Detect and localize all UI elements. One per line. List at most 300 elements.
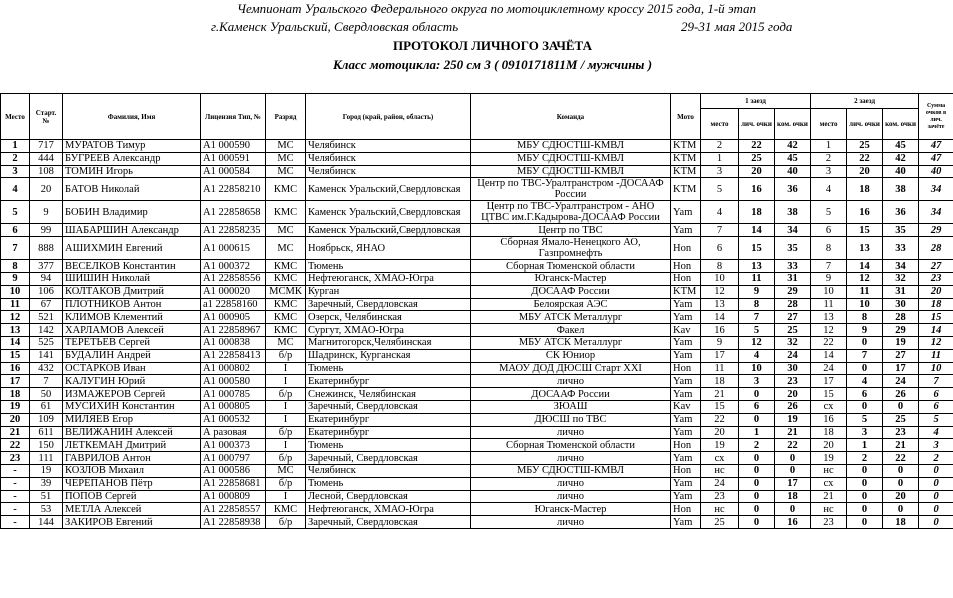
place-cell: - (1, 516, 30, 529)
race2-team-points-cell: 32 (883, 272, 919, 285)
total-points-cell: 11 (919, 349, 953, 362)
race2-place-cell: 2 (811, 152, 847, 165)
place-cell: 9 (1, 272, 30, 285)
race1-personal-points-cell: 0 (739, 388, 775, 401)
race2-personal-points-cell: 14 (847, 260, 883, 273)
moto-cell: KTM (671, 140, 701, 153)
table-row (1, 152, 953, 165)
race1-personal-points-cell: 22 (739, 140, 775, 153)
rank-cell: МС (266, 464, 306, 477)
col-race1: 1 заезд (701, 94, 811, 109)
race1-place-cell: 22 (701, 413, 739, 426)
place-cell: 11 (1, 298, 30, 311)
race2-team-points-cell: 36 (883, 201, 919, 224)
race1-place-cell: 12 (701, 285, 739, 298)
results-table (0, 93, 953, 529)
license-cell: А1 22858681 (201, 477, 266, 490)
license-cell: а1 22858160 (201, 298, 266, 311)
total-points-cell: 34 (919, 178, 953, 201)
race1-team-points-cell: 0 (775, 452, 811, 465)
city-cell: Заречный, Свердловская (306, 516, 471, 529)
city-cell: Заречный, Свердловская (306, 400, 471, 413)
col-race2: 2 заезд (811, 94, 919, 109)
race1-personal-points-cell: 18 (739, 201, 775, 224)
license-cell: А1 22858557 (201, 503, 266, 516)
race2-team-points-cell: 29 (883, 324, 919, 337)
race1-team-points-cell: 20 (775, 388, 811, 401)
total-points-cell: 6 (919, 388, 953, 401)
race2-personal-points-cell: 10 (847, 298, 883, 311)
race2-personal-points-cell: 8 (847, 311, 883, 324)
start-no-cell: 109 (30, 413, 63, 426)
race2-personal-points-cell: 0 (847, 362, 883, 375)
moto-cell: Yam (671, 201, 701, 224)
license-cell: А1 22858413 (201, 349, 266, 362)
col-rank: Разряд (266, 94, 306, 140)
race1-team-points-cell: 31 (775, 272, 811, 285)
race2-place-cell: 22 (811, 336, 847, 349)
total-points-cell: 0 (919, 490, 953, 503)
city-cell: Шадринск, Курганская (306, 349, 471, 362)
place-cell: 12 (1, 311, 30, 324)
race2-team-points-cell: 42 (883, 152, 919, 165)
name-cell: АШИХМИН Евгений (63, 237, 201, 260)
col-moto: Мото (671, 94, 701, 140)
name-cell: КАЛУГИН Юрий (63, 375, 201, 388)
team-cell: Белоярская АЭС (471, 298, 671, 311)
start-no-cell: 19 (30, 464, 63, 477)
name-cell: ШИШИН Николай (63, 272, 201, 285)
table-row (1, 285, 953, 298)
race1-team-points-cell: 29 (775, 285, 811, 298)
table-row (1, 388, 953, 401)
total-points-cell: 10 (919, 362, 953, 375)
moto-cell: Yam (671, 336, 701, 349)
class-title: Класс мотоцикла: 250 см 3 ( 0910171811М / мужчины ) (332, 57, 653, 72)
championship-title: Чемпионат Уральского Федерального округа по мотоциклетному кроссу 2015 года, 1-й этап (236, 1, 757, 16)
race2-team-points-cell: 30 (883, 298, 919, 311)
team-cell: МБУ АТСК Металлург (471, 311, 671, 324)
table-row (1, 349, 953, 362)
rank-cell: I (266, 413, 306, 426)
total-points-cell: 12 (919, 336, 953, 349)
race2-place-cell: 6 (811, 224, 847, 237)
race2-team-points-cell: 31 (883, 285, 919, 298)
col-license: Лицензия Тип, № (201, 94, 266, 140)
race1-team-points-cell: 19 (775, 413, 811, 426)
place-cell: 22 (1, 439, 30, 452)
start-no-cell: 51 (30, 490, 63, 503)
start-no-cell: 142 (30, 324, 63, 337)
name-cell: ИЗМАЖЕРОВ Сергей (63, 388, 201, 401)
rank-cell: КМС (266, 298, 306, 311)
place-cell: 5 (1, 201, 30, 224)
name-cell: КОЛТАКОВ Дмитрий (63, 285, 201, 298)
race2-personal-points-cell: 9 (847, 324, 883, 337)
race1-place-cell: 10 (701, 272, 739, 285)
race1-team-points-cell: 17 (775, 477, 811, 490)
col-name: Фамилия, Имя (63, 94, 201, 140)
city-cell: Челябинск (306, 464, 471, 477)
start-no-cell: 39 (30, 477, 63, 490)
race1-personal-points-cell: 9 (739, 285, 775, 298)
city-cell: Екатеринбург (306, 413, 471, 426)
table-row (1, 178, 953, 201)
race2-place-cell: 20 (811, 439, 847, 452)
race2-personal-points-cell: 11 (847, 285, 883, 298)
start-no-cell: 141 (30, 349, 63, 362)
race2-team-points-cell: 0 (883, 400, 919, 413)
race1-team-points-cell: 0 (775, 503, 811, 516)
race1-personal-points-cell: 25 (739, 152, 775, 165)
name-cell: ПЛОТНИКОВ Антон (63, 298, 201, 311)
race2-team-points-cell: 38 (883, 178, 919, 201)
moto-cell: KTM (671, 152, 701, 165)
moto-cell: KTM (671, 165, 701, 178)
city-cell: Тюмень (306, 362, 471, 375)
rank-cell: КМС (266, 201, 306, 224)
race2-place-cell: сх (811, 477, 847, 490)
license-cell: А1 000580 (201, 375, 266, 388)
rank-cell: I (266, 375, 306, 388)
race2-place-cell: 3 (811, 165, 847, 178)
place-cell: 17 (1, 375, 30, 388)
moto-cell: Yam (671, 516, 701, 529)
rank-cell: б/р (266, 516, 306, 529)
moto-cell: Kav (671, 324, 701, 337)
total-points-cell: 18 (919, 298, 953, 311)
license-cell: А1 000805 (201, 400, 266, 413)
license-cell: А1 000802 (201, 362, 266, 375)
start-no-cell: 53 (30, 503, 63, 516)
rank-cell: МС (266, 140, 306, 153)
race2-place-cell: 24 (811, 362, 847, 375)
race1-place-cell: 7 (701, 224, 739, 237)
team-cell: Сборная Тюменской области (471, 439, 671, 452)
moto-cell: Hon (671, 260, 701, 273)
place-cell: 2 (1, 152, 30, 165)
race2-personal-points-cell: 3 (847, 426, 883, 439)
race1-team-points-cell: 22 (775, 439, 811, 452)
start-no-cell: 111 (30, 452, 63, 465)
name-cell: ВЕСЕЛКОВ Константин (63, 260, 201, 273)
city-cell: Екатеринбург (306, 375, 471, 388)
table-row (1, 260, 953, 273)
race2-personal-points-cell: 5 (847, 413, 883, 426)
race2-personal-points-cell: 15 (847, 224, 883, 237)
rank-cell: КМС (266, 324, 306, 337)
table-row (1, 237, 953, 260)
rank-cell: КМС (266, 178, 306, 201)
team-cell: лично (471, 477, 671, 490)
license-cell: А1 000838 (201, 336, 266, 349)
name-cell: ХАРЛАМОВ Алексей (63, 324, 201, 337)
table-row (1, 439, 953, 452)
race2-personal-points-cell: 7 (847, 349, 883, 362)
col-race1-personal-points: лич. очки (739, 109, 775, 140)
start-no-cell: 61 (30, 400, 63, 413)
race1-team-points-cell: 23 (775, 375, 811, 388)
place-cell: 13 (1, 324, 30, 337)
total-points-cell: 2 (919, 452, 953, 465)
start-no-cell: 717 (30, 140, 63, 153)
moto-cell: Hon (671, 464, 701, 477)
start-no-cell: 9 (30, 201, 63, 224)
name-cell: ЛЕТКЕМАН Дмитрий (63, 439, 201, 452)
team-cell: ДОСААФ России (471, 388, 671, 401)
name-cell: ОСТАРКОВ Иван (63, 362, 201, 375)
city-cell: Заречный, Свердловская (306, 298, 471, 311)
start-no-cell: 888 (30, 237, 63, 260)
license-cell: А1 000586 (201, 464, 266, 477)
rank-cell: КМС (266, 503, 306, 516)
place-cell: 10 (1, 285, 30, 298)
team-cell: Сборная Ямало-Ненецкого АО, Газпромнефть (471, 237, 671, 260)
race2-personal-points-cell: 16 (847, 201, 883, 224)
race1-place-cell: нс (701, 464, 739, 477)
race1-team-points-cell: 30 (775, 362, 811, 375)
license-cell: А1 000591 (201, 152, 266, 165)
name-cell: ВЕЛИЖАНИН Алексей (63, 426, 201, 439)
name-cell: ТЕРЕТЬЕВ Сергей (63, 336, 201, 349)
start-no-cell: 611 (30, 426, 63, 439)
race2-team-points-cell: 35 (883, 224, 919, 237)
name-cell: МУСИХИН Константин (63, 400, 201, 413)
city-cell: Каменск Уральский,Свердловская (306, 178, 471, 201)
race2-team-points-cell: 20 (883, 490, 919, 503)
race2-place-cell: 14 (811, 349, 847, 362)
race2-personal-points-cell: 25 (847, 140, 883, 153)
col-race1-team-points: ком. очки (775, 109, 811, 140)
race1-place-cell: 13 (701, 298, 739, 311)
table-row (1, 452, 953, 465)
col-start-no: Старт. № (30, 94, 63, 140)
moto-cell: Yam (671, 452, 701, 465)
name-cell: МИЛЯЕВ Егор (63, 413, 201, 426)
name-cell: ТОМИН Игорь (63, 165, 201, 178)
race1-place-cell: 23 (701, 490, 739, 503)
name-cell: БУГРЕЕВ Александр (63, 152, 201, 165)
place-cell: 3 (1, 165, 30, 178)
place-cell: 14 (1, 336, 30, 349)
team-cell: МБУ СДЮСТШ-КМВЛ (471, 152, 671, 165)
race2-team-points-cell: 28 (883, 311, 919, 324)
race1-team-points-cell: 34 (775, 224, 811, 237)
license-cell: А1 000590 (201, 140, 266, 153)
city-cell: Ноябрьск, ЯНАО (306, 237, 471, 260)
city-cell: Нефтеюганск, ХМАО-Югра (306, 503, 471, 516)
race2-place-cell: 12 (811, 324, 847, 337)
race2-personal-points-cell: 2 (847, 452, 883, 465)
total-points-cell: 27 (919, 260, 953, 273)
city-cell: Нефтеюганск, ХМАО-Югра (306, 272, 471, 285)
team-cell: МБУ СДЮСТШ-КМВЛ (471, 165, 671, 178)
total-points-cell: 28 (919, 237, 953, 260)
rank-cell: КМС (266, 260, 306, 273)
moto-cell: Yam (671, 311, 701, 324)
table-row (1, 324, 953, 337)
rank-cell: МС (266, 224, 306, 237)
race2-place-cell: 5 (811, 201, 847, 224)
rank-cell: б/р (266, 477, 306, 490)
race2-team-points-cell: 0 (883, 503, 919, 516)
race1-team-points-cell: 33 (775, 260, 811, 273)
moto-cell: Yam (671, 224, 701, 237)
license-cell: А1 22858235 (201, 224, 266, 237)
moto-cell: Yam (671, 490, 701, 503)
race1-team-points-cell: 45 (775, 152, 811, 165)
race1-place-cell: 11 (701, 362, 739, 375)
race1-place-cell: 18 (701, 375, 739, 388)
start-no-cell: 521 (30, 311, 63, 324)
table-row (1, 516, 953, 529)
license-cell: А1 000905 (201, 311, 266, 324)
start-no-cell: 150 (30, 439, 63, 452)
total-points-cell: 6 (919, 400, 953, 413)
race2-team-points-cell: 45 (883, 140, 919, 153)
place-cell: - (1, 503, 30, 516)
moto-cell: Kav (671, 400, 701, 413)
city-cell: Заречный, Свердловская (306, 452, 471, 465)
city-cell: Тюмень (306, 439, 471, 452)
total-points-cell: 20 (919, 285, 953, 298)
rank-cell: I (266, 439, 306, 452)
race2-place-cell: 9 (811, 272, 847, 285)
race2-personal-points-cell: 22 (847, 152, 883, 165)
race1-place-cell: 21 (701, 388, 739, 401)
race1-personal-points-cell: 15 (739, 237, 775, 260)
team-cell: Сборная Тюменской области (471, 260, 671, 273)
total-points-cell: 29 (919, 224, 953, 237)
table-row (1, 464, 953, 477)
race1-place-cell: 24 (701, 477, 739, 490)
total-points-cell: 5 (919, 413, 953, 426)
license-cell: А1 22858658 (201, 201, 266, 224)
race1-personal-points-cell: 0 (739, 477, 775, 490)
race1-team-points-cell: 40 (775, 165, 811, 178)
race1-place-cell: 1 (701, 152, 739, 165)
total-points-cell: 0 (919, 464, 953, 477)
team-cell: лично (471, 516, 671, 529)
team-cell: МБУ СДЮСТШ-КМВЛ (471, 464, 671, 477)
total-points-cell: 14 (919, 324, 953, 337)
total-points-cell: 15 (919, 311, 953, 324)
place-cell: 16 (1, 362, 30, 375)
table-row (1, 298, 953, 311)
start-no-cell: 50 (30, 388, 63, 401)
rank-cell: МС (266, 237, 306, 260)
race2-team-points-cell: 18 (883, 516, 919, 529)
license-cell: А1 22858967 (201, 324, 266, 337)
race2-personal-points-cell: 0 (847, 464, 883, 477)
license-cell: А1 000785 (201, 388, 266, 401)
race1-personal-points-cell: 5 (739, 324, 775, 337)
race1-personal-points-cell: 1 (739, 426, 775, 439)
start-no-cell: 525 (30, 336, 63, 349)
place-cell: 18 (1, 388, 30, 401)
race1-team-points-cell: 21 (775, 426, 811, 439)
team-cell: Юганск-Мастер (471, 503, 671, 516)
race1-personal-points-cell: 3 (739, 375, 775, 388)
name-cell: МУРАТОВ Тимур (63, 140, 201, 153)
place-cell: 1 (1, 140, 30, 153)
race2-personal-points-cell: 0 (847, 477, 883, 490)
race1-team-points-cell: 24 (775, 349, 811, 362)
race1-personal-points-cell: 20 (739, 165, 775, 178)
total-points-cell: 47 (919, 140, 953, 153)
name-cell: БАТОВ Николай (63, 178, 201, 201)
race1-team-points-cell: 32 (775, 336, 811, 349)
city-cell: Сургут, ХМАО-Югра (306, 324, 471, 337)
table-row (1, 477, 953, 490)
race2-team-points-cell: 0 (883, 464, 919, 477)
place-cell: 7 (1, 237, 30, 260)
race1-team-points-cell: 26 (775, 400, 811, 413)
table-row (1, 224, 953, 237)
race2-place-cell: 10 (811, 285, 847, 298)
race1-team-points-cell: 38 (775, 201, 811, 224)
col-race2-place: место (811, 109, 847, 140)
protocol-title: ПРОТОКОЛ ЛИЧНОГО ЗАЧЁТА (393, 38, 592, 53)
table-row (1, 426, 953, 439)
race1-place-cell: 9 (701, 336, 739, 349)
race2-place-cell: 13 (811, 311, 847, 324)
license-cell: А1 000809 (201, 490, 266, 503)
moto-cell: Hon (671, 237, 701, 260)
team-cell: лично (471, 426, 671, 439)
col-city: Город (край, район, область) (306, 94, 471, 140)
event-location: г.Каменск Уральский, Свердловская область (211, 19, 459, 34)
race1-place-cell: сх (701, 452, 739, 465)
city-cell: Челябинск (306, 165, 471, 178)
table-row (1, 336, 953, 349)
col-race2-personal-points: лич. очки (847, 109, 883, 140)
race2-personal-points-cell: 0 (847, 400, 883, 413)
start-no-cell: 377 (30, 260, 63, 273)
race1-personal-points-cell: 6 (739, 400, 775, 413)
race1-personal-points-cell: 4 (739, 349, 775, 362)
race2-place-cell: 19 (811, 452, 847, 465)
rank-cell: б/р (266, 426, 306, 439)
place-cell: - (1, 490, 30, 503)
city-cell: Челябинск (306, 152, 471, 165)
place-cell: 6 (1, 224, 30, 237)
race1-team-points-cell: 16 (775, 516, 811, 529)
race1-team-points-cell: 27 (775, 311, 811, 324)
license-cell: А1 22858938 (201, 516, 266, 529)
rank-cell: КМС (266, 272, 306, 285)
race1-personal-points-cell: 0 (739, 464, 775, 477)
race2-personal-points-cell: 0 (847, 516, 883, 529)
race1-team-points-cell: 35 (775, 237, 811, 260)
city-cell: Озерск, Челябинская (306, 311, 471, 324)
race1-place-cell: 25 (701, 516, 739, 529)
table-row (1, 490, 953, 503)
rank-cell: б/р (266, 388, 306, 401)
total-points-cell: 0 (919, 503, 953, 516)
total-points-cell: 3 (919, 439, 953, 452)
rank-cell: КМС (266, 311, 306, 324)
rank-cell: МС (266, 152, 306, 165)
total-points-cell: 34 (919, 201, 953, 224)
name-cell: ПОПОВ Сергей (63, 490, 201, 503)
start-no-cell: 94 (30, 272, 63, 285)
total-points-cell: 40 (919, 165, 953, 178)
race1-personal-points-cell: 14 (739, 224, 775, 237)
table-row (1, 201, 953, 224)
rank-cell: I (266, 362, 306, 375)
race1-team-points-cell: 18 (775, 490, 811, 503)
